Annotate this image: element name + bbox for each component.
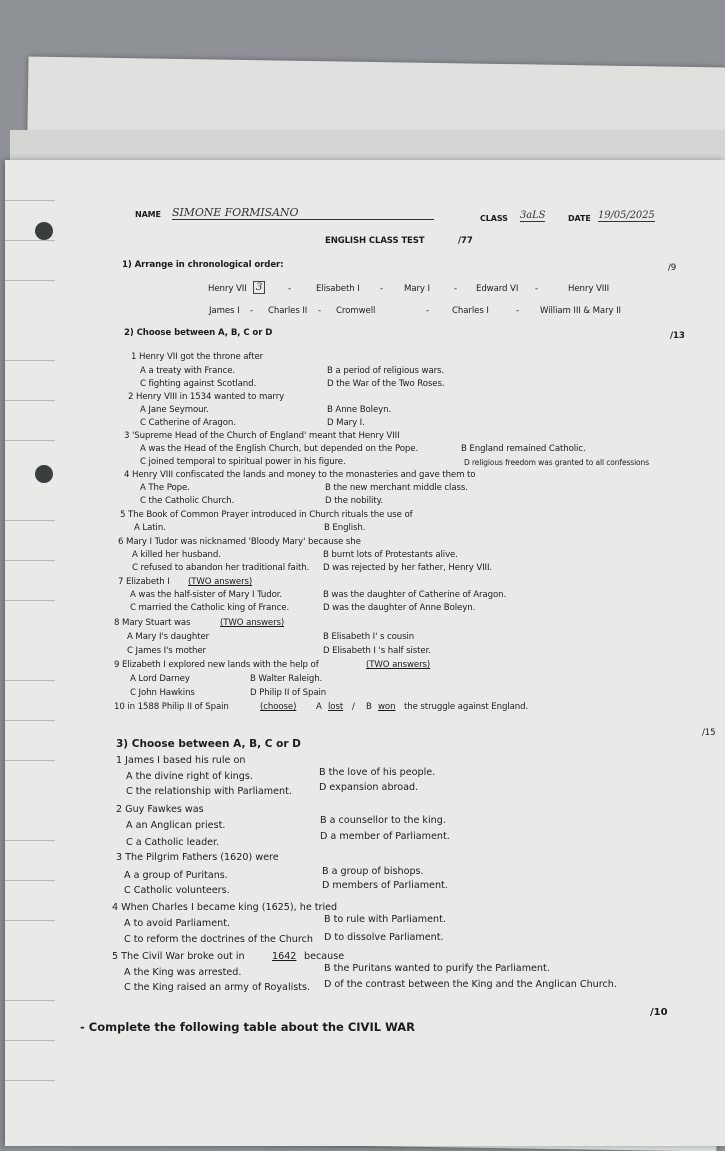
option: C married the Catholic king of France.: [130, 603, 290, 613]
option: C James I's mother: [127, 646, 206, 656]
s1-handwritten-mark: 3: [253, 281, 265, 294]
s2-score: /13: [670, 331, 685, 341]
option: A The Pope.: [140, 483, 190, 493]
option: B England remained Catholic.: [461, 444, 586, 454]
option: C a Catholic leader.: [126, 837, 220, 848]
question-end: because: [304, 951, 345, 962]
option: D to dissolve Parliament.: [324, 932, 444, 943]
option: D Elisabeth I 's half sister.: [323, 646, 431, 656]
option: D of the contrast between the King and the Anglican Church.: [324, 979, 617, 990]
question-year: 1642: [272, 951, 297, 962]
option: C joined temporal to spiritual power in his figure.: [140, 457, 346, 467]
question: 5 The Civil War broke out in: [112, 951, 245, 962]
option: B Anne Boleyn.: [327, 405, 392, 415]
s3-score: /15: [702, 728, 716, 738]
question: 3 The Pilgrim Fathers (1620) were: [116, 852, 279, 863]
option-sep: /: [352, 702, 355, 712]
s1-item: Cromwell: [336, 306, 376, 316]
s1-heading: 1) Arrange in chronological order:: [122, 260, 284, 270]
s1-item: Charles I: [452, 306, 489, 316]
question-end: the struggle against England.: [404, 702, 529, 712]
option: C the King raised an army of Royalists.: [124, 982, 311, 993]
option: D the nobility.: [325, 496, 383, 506]
date-label: DATE: [568, 214, 591, 223]
question: 4 When Charles I became king (1625), he tried: [112, 902, 338, 913]
question: 8 Mary Stuart was: [114, 618, 191, 628]
option: A Latin.: [134, 523, 166, 533]
question: 2 Henry VIII in 1534 wanted to marry: [128, 392, 285, 402]
s1-item: Charles II: [268, 306, 308, 316]
option-label: B: [366, 702, 372, 712]
option: A the King was arrested.: [124, 967, 242, 978]
option: C refused to abandon her traditional faith.: [132, 563, 310, 573]
s1-sep: -: [318, 306, 322, 316]
s2-heading: 2) Choose between A, B, C or D: [124, 328, 273, 338]
option: C fighting against Scotland.: [140, 379, 257, 389]
option: C John Hawkins: [130, 688, 195, 698]
class-value: 3aLS: [520, 210, 546, 221]
option: A the divine right of kings.: [126, 771, 253, 782]
s1-item: Elisabeth I: [316, 284, 360, 294]
option: B to rule with Parliament.: [324, 914, 446, 925]
punch-hole-top: [35, 222, 53, 240]
option: D was rejected by her father, Henry VIII.: [323, 563, 493, 573]
s1-item: Edward VI: [476, 284, 519, 294]
option: A Mary I's daughter: [127, 632, 210, 642]
s1-item: Henry VIII: [568, 284, 610, 294]
option: D a member of Parliament.: [320, 831, 450, 842]
s1-sep: -: [535, 284, 539, 294]
option: B burnt lots of Protestants alive.: [323, 550, 458, 560]
option: A to avoid Parliament.: [124, 918, 231, 929]
option: B a counsellor to the king.: [320, 815, 446, 826]
option: C the relationship with Parliament.: [126, 786, 292, 797]
option: B a period of religious wars.: [327, 366, 445, 376]
option: D Mary I.: [327, 418, 365, 428]
question: 9 Elizabeth I explored new lands with the help of: [114, 660, 319, 670]
question: 3 'Supreme Head of the Church of England' meant that Henry VIII: [124, 431, 400, 441]
date-value: 19/05/2025: [598, 210, 655, 221]
option: A was the Head of the English Church, but depended on the Pope.: [140, 444, 419, 454]
question: 10 in 1588 Philip II of Spain: [114, 702, 229, 712]
option: A Lord Darney: [130, 674, 190, 684]
option: D the War of the Two Roses.: [327, 379, 445, 389]
s1-sep: -: [426, 306, 430, 316]
s1-item: Henry VII: [208, 284, 247, 294]
s4-score: /10: [650, 1007, 668, 1018]
option: D was the daughter of Anne Boleyn.: [323, 603, 476, 613]
s1-sep: -: [250, 306, 254, 316]
option: D expansion abroad.: [319, 782, 419, 793]
question: 1 James I based his rule on: [116, 755, 246, 766]
option: D religious freedom was granted to all confessions: [464, 458, 650, 467]
option: B Walter Raleigh.: [250, 674, 323, 684]
question: 4 Henry VIII confiscated the lands and money to the monasteries and gave them to: [124, 470, 476, 480]
s4-heading: - Complete the following table about the CIVIL WAR: [80, 1020, 415, 1034]
option: C to reform the doctrines of the Church: [124, 934, 313, 945]
option: A a group of Puritans.: [124, 870, 228, 881]
option: B was the daughter of Catherine of Aragon.: [323, 590, 507, 600]
question-note: (TWO answers): [188, 577, 253, 587]
s1-sep: -: [454, 284, 458, 294]
option-word: won: [378, 702, 396, 712]
s1-item: William III & Mary II: [540, 306, 621, 316]
option: A a treaty with France.: [140, 366, 236, 376]
option: C Catholic volunteers.: [124, 885, 230, 896]
question: 1 Henry VII got the throne after: [131, 352, 264, 362]
name-label: NAME: [135, 210, 161, 219]
s1-sep: -: [288, 284, 292, 294]
option: C the Catholic Church.: [140, 496, 235, 506]
option: B English.: [324, 523, 366, 533]
option: A killed her husband.: [132, 550, 221, 560]
s1-item: James I: [209, 306, 240, 316]
option: D members of Parliament.: [322, 880, 448, 891]
question: 5 The Book of Common Prayer introduced in Church rituals the use of: [120, 510, 413, 520]
question-note: (TWO answers): [220, 618, 285, 628]
question: 2 Guy Fawkes was: [116, 804, 204, 815]
option-word: lost: [328, 702, 344, 712]
question: 6 Mary I Tudor was nicknamed 'Bloody Mary' because she: [118, 537, 361, 547]
question-note: (choose): [260, 702, 297, 712]
option: C Catherine of Aragon.: [140, 418, 236, 428]
option: B Elisabeth I' s cousin: [323, 632, 415, 642]
s3-heading: 3) Choose between A, B, C or D: [116, 738, 301, 750]
option: B the new merchant middle class.: [325, 483, 468, 493]
question: 7 Elizabeth I: [118, 577, 170, 587]
option-label: A: [316, 702, 322, 712]
name-value: SIMONE FORMISANO: [172, 206, 434, 220]
s1-item: Mary I: [404, 284, 430, 294]
option: A was the half-sister of Mary I Tudor.: [130, 590, 283, 600]
option: B the Puritans wanted to purify the Parliament.: [324, 963, 550, 974]
option: B the love of his people.: [319, 767, 436, 778]
option: B a group of bishops.: [322, 866, 424, 877]
test-title: ENGLISH CLASS TEST: [325, 236, 425, 246]
s1-sep: -: [516, 306, 520, 316]
class-label: CLASS: [480, 214, 508, 223]
s1-sep: -: [380, 284, 384, 294]
option: A Jane Seymour.: [140, 405, 209, 415]
test-total: /77: [458, 236, 473, 246]
question-note: (TWO answers): [366, 660, 431, 670]
option: A an Anglican priest.: [126, 820, 226, 831]
s1-score: /9: [668, 263, 677, 273]
option: D Philip II of Spain: [250, 688, 327, 698]
punch-hole-middle: [35, 465, 53, 483]
